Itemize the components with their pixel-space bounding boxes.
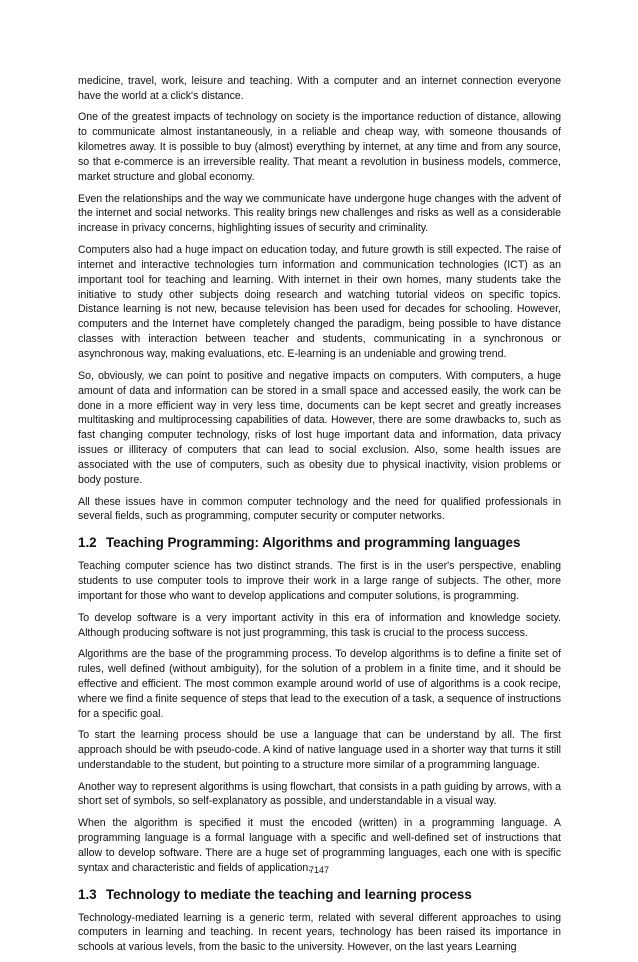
paragraph: When the algorithm is specified it must the encoded (written) in a programming language. A programming language is a formal language with a specific and well-defined set of instructions that allow to develop software. There are a huge set of programming languages, each one with is specific syntax and characteristic and fields of application. <box>78 816 561 874</box>
section-title: Teaching Programming: Algorithms and programming languages <box>106 535 521 551</box>
paragraph: Teaching computer science has two distinct strands. The first is in the user's perspective, enabling students to use computer tools to improve their work in a large range of subjects. The other, more important for those who want to develop applications and computer solutions, is programming. <box>78 560 561 603</box>
section-number: 1.3 <box>78 886 97 902</box>
section-heading-1-2 <box>78 535 561 551</box>
paragraph: Even the relationships and the way we communicate have undergone huge changes with the advent of the internet and social networks. This reality brings new challenges and risks as well as a considerable increase in privacy concerns, highlighting issues of security and criminality. <box>78 192 561 235</box>
paragraph: To start the learning process should be use a language that can be understand by all. The first approach should be with pseudo-code. A kind of native language used in a shorter way that turns it still understandable to the student, but pointing to a structure more similar of a programming language. <box>78 729 561 771</box>
paragraph: So, obviously, we can point to positive and negative impacts on computers. With computers, a huge amount of data and information can be stored in a small space and accessed easily, the work can be done in a more efficient way in very less time, documents can be kept secret and greatly increases multitasking and multiprocessing capabilities of data. However, there are some drawbacks to, such as fast changing computer technology, risks of lost huge important data and information, data privacy issues or illiteracy of computers that can lead to social exclusion. Also, some health issues are associated with the use of computers, such as obesity due to physical inactivity, vision problems or body posture. <box>78 369 561 487</box>
section-number: 1.2 <box>78 535 97 551</box>
paragraph: medicine, travel, work, leisure and teaching. With a computer and an internet connection everyone have the world at a click's distance. <box>78 75 561 102</box>
paragraph: One of the greatest impacts of technology on society is the importance reduction of distance, allowing to communicate almost instantaneously, in a reliable and cheap way, with someone thousands of kilometres away. It is possible to buy (almost) everything by internet, at any time and from any source, so that e-commerce is an irreversible reality. That meant a revolution in business models, commerce, market structure and global economy. <box>78 111 561 184</box>
paragraph: To develop software is a very important activity in this era of information and knowledge society. Although producing software is not just programming, this task is crucial to the process success. <box>78 611 561 639</box>
page-body <box>78 74 561 962</box>
section-heading-1-3 <box>78 887 561 903</box>
paragraph: Algorithms are the base of the programming process. To develop algorithms is to define a finite set of rules, well defined (without ambiguity), for the solution of a problem in a finite time, and it should be effective and efficient. The most common example around world of use of algorithms is a cook recipe, where we find a finite sequence of steps that lead to the execution of a task, a sequence of instructions for a specific goal. <box>78 648 561 720</box>
paragraph: Another way to represent algorithms is using flowchart, that consists in a path guiding by arrows, with a short set of symbols, so self-explanatory as possible, and understandable in a visual way. <box>78 780 561 808</box>
paragraph: All these issues have in common computer technology and the need for qualified professionals in several fields, such as programming, computer security or computer networks. <box>78 495 561 523</box>
paragraph: Computers also had a huge impact on education today, and future growth is still expected. The raise of internet and interactive technologies turn information and communication technologies (ICT) as an important tool for teaching and learning. With internet in their own homes, many students take the initiative to study other subjects doing research and watching tutorial videos on specific topics. Distance learning is not new, because television has been used for decades for schooling. However, computers and the Internet have completely changed the paradigm, being possible to have distance classes with interaction between teacher and students, communicating in a synchronous or asynchronous way, making evaluations, etc. E-learning is an undeniable and growing trend. <box>78 243 561 361</box>
section-title: Technology to mediate the teaching and learning process <box>106 886 472 902</box>
paragraph: Technology-mediated learning is a generic term, related with several different approaches to using computers in learning and teaching. In recent years, technology has been raised its importance in schools at various levels, from the basic to the university. However, on the last years Learning <box>78 911 561 954</box>
page-number: 7147 <box>308 865 330 875</box>
